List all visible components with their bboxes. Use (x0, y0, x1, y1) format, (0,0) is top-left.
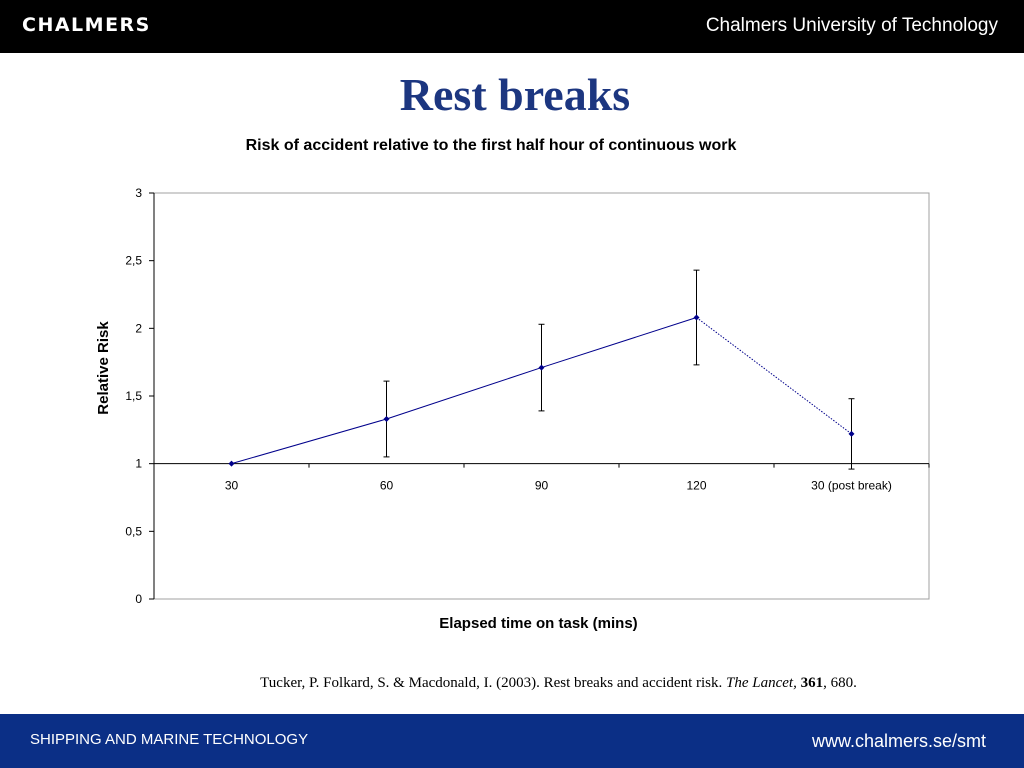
data-point (849, 431, 855, 437)
citation-volume: 361 (800, 675, 824, 691)
data-point (694, 315, 700, 321)
citation-text: Tucker, P. Folkard, S. & Macdonald, I. (2003). Rest breaks and accident risk. (260, 675, 727, 691)
institution-name: Chalmers University of Technology (705, 15, 998, 36)
x-axis-title: Elapsed time on task (mins) (439, 615, 638, 632)
y-tick-label: 1 (135, 456, 142, 471)
y-tick-label: 0 (135, 592, 142, 606)
y-tick-label: 1,5 (125, 389, 142, 403)
x-tick-label: 60 (379, 478, 394, 493)
x-tick-label: 90 (534, 478, 549, 493)
series-segment (697, 318, 852, 434)
citation (0, 675, 1024, 692)
y-axis-title: Relative Risk (95, 321, 112, 415)
data-point (384, 416, 390, 422)
series-segment (232, 419, 387, 464)
chart-title: Risk of accident relative to the first half hour of continuous work (245, 137, 737, 154)
y-tick-label: 0,5 (125, 524, 142, 539)
y-tick-label: 2,5 (125, 253, 142, 268)
relative-risk-chart (0, 170, 1024, 640)
slide-title: Rest breaks (399, 69, 631, 120)
department-name: SHIPPING AND MARINE TECHNOLOGY (30, 731, 309, 748)
y-tick-label: 2 (135, 321, 142, 336)
series-segment (387, 368, 542, 419)
x-tick-label: 30 (224, 478, 239, 493)
citation-journal: The Lancet, (726, 675, 797, 691)
data-point (229, 461, 235, 467)
x-tick-label: 30 (post break) (811, 478, 892, 493)
citation-pages: , 680. (823, 675, 857, 691)
footer-bar (0, 714, 1024, 768)
y-tick-label: 3 (135, 186, 142, 200)
chalmers-logo: CHALMERS (22, 14, 151, 36)
data-point (539, 365, 545, 371)
top-bar (0, 0, 1024, 53)
series-segment (542, 318, 697, 368)
footer-url[interactable]: www.chalmers.se/smt (811, 731, 986, 751)
x-tick-label: 120 (686, 478, 707, 493)
